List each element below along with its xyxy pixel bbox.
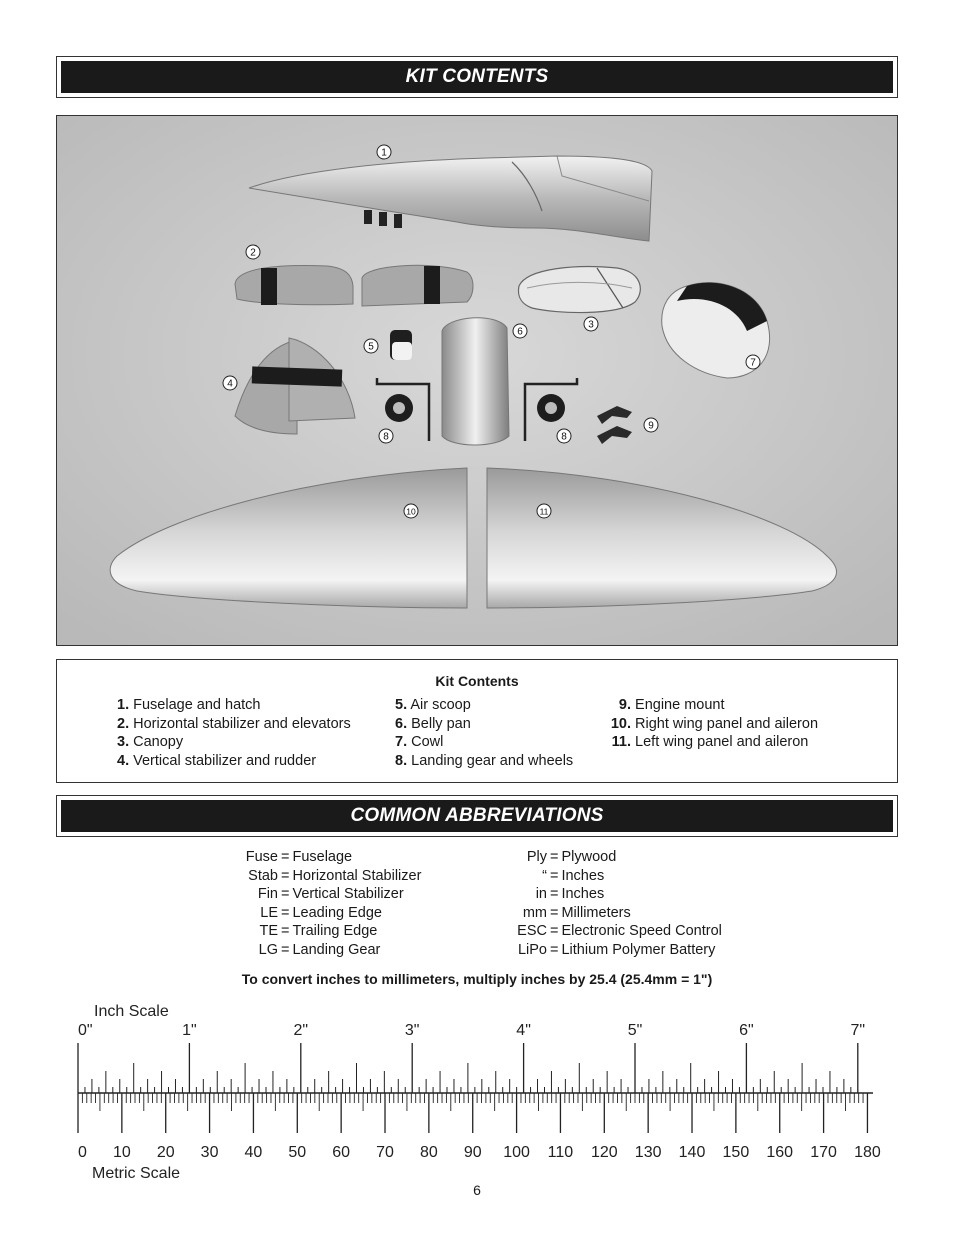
svg-text:4: 4 <box>227 378 233 390</box>
inch-label: 6" <box>739 1022 754 1039</box>
callout-10 <box>404 504 418 518</box>
callout-2 <box>246 245 260 259</box>
metric-label: 40 <box>244 1144 263 1161</box>
list-item: 8. Landing gear and wheels <box>395 752 574 769</box>
list-item: Fin = Vertical Stabilizer <box>257 886 404 903</box>
page-number: 6 <box>473 1182 481 1198</box>
abbreviations-right <box>505 848 722 960</box>
kit-list-column-3 <box>609 696 818 752</box>
inch-label: 5" <box>627 1022 643 1039</box>
metric-label: 110 <box>547 1144 574 1161</box>
metric-label: 20 <box>156 1144 175 1161</box>
svg-text:10: 10 <box>406 506 416 517</box>
list-item: “ = Inches <box>542 867 605 884</box>
abbreviations-left <box>236 848 421 960</box>
list-item: 1. Fuselage and hatch <box>117 697 261 713</box>
inch-label: 0" <box>78 1022 93 1039</box>
callout-8-right <box>557 429 571 443</box>
metric-label: 180 <box>854 1144 881 1161</box>
conversion-note: To convert inches to millimeters, multiply inches by 25.4 (25.4mm = 1") <box>241 971 713 987</box>
list-item: 4. Vertical stabilizer and rudder <box>117 752 317 769</box>
list-item: 7. Cowl <box>395 734 444 750</box>
callout-3 <box>584 317 598 331</box>
list-item: 3. Canopy <box>117 734 184 750</box>
svg-text:6: 6 <box>517 326 523 338</box>
inch-label: 3" <box>404 1022 420 1039</box>
svg-text:1: 1 <box>381 147 387 159</box>
metric-labels <box>78 1144 881 1161</box>
inch-label: 1" <box>182 1022 197 1039</box>
ruler-ticks <box>78 1043 867 1133</box>
metric-label: 60 <box>332 1144 351 1161</box>
metric-label: 140 <box>678 1144 706 1161</box>
metric-label: 80 <box>419 1144 438 1161</box>
kit-illustration <box>57 116 897 645</box>
list-item: Stab = Horizontal Stabilizer <box>248 867 422 884</box>
svg-text:11: 11 <box>539 506 549 517</box>
metric-label: 30 <box>200 1144 219 1161</box>
metric-label: 150 <box>722 1144 750 1161</box>
svg-text:3: 3 <box>588 319 594 331</box>
list-item: LE = Leading Edge <box>260 904 382 921</box>
list-item: 6. Belly pan <box>395 715 471 732</box>
kit-contents-header <box>56 56 898 98</box>
kit-list-column-2 <box>395 696 573 770</box>
svg-text:5: 5 <box>368 341 374 353</box>
list-item: 10. Right wing panel and aileron <box>610 715 819 732</box>
canopy-part <box>519 267 641 313</box>
metric-label: 120 <box>590 1144 618 1161</box>
callout-7 <box>746 355 760 369</box>
list-item: 11. Left wing panel and aileron <box>611 734 809 750</box>
metric-label: 170 <box>810 1144 837 1161</box>
list-item: 5. Air scoop <box>395 697 471 713</box>
kit-contents-title: KIT CONTENTS <box>61 61 893 93</box>
inch-label: 4" <box>516 1022 531 1039</box>
metric-label: 70 <box>376 1144 394 1161</box>
list-item: 2. Horizontal stabilizer and elevators <box>117 715 351 732</box>
list-item: TE = Trailing Edge <box>259 923 378 940</box>
kit-contents-list <box>56 659 898 783</box>
svg-text:2: 2 <box>250 247 256 259</box>
metric-label: 160 <box>766 1144 794 1161</box>
metric-label: 10 <box>112 1144 131 1161</box>
list-item: Fuse = Fuselage <box>245 849 353 865</box>
callout-1 <box>377 145 391 159</box>
abbreviations-title: COMMON ABBREVIATIONS <box>61 800 893 832</box>
inch-labels <box>78 1022 865 1039</box>
kit-list-column-1 <box>117 696 351 770</box>
inch-label: 7" <box>850 1022 866 1039</box>
list-item: ESC = Electronic Speed Control <box>517 923 722 940</box>
kit-photo <box>56 115 898 646</box>
list-item: 9. Engine mount <box>618 697 725 713</box>
list-item: LiPo = Lithium Polymer Battery <box>517 941 716 958</box>
callout-9 <box>644 418 658 432</box>
abbreviations-header <box>56 795 898 837</box>
air-scoop-part <box>390 330 412 360</box>
belly-pan-part <box>442 318 509 445</box>
callout-11 <box>537 504 551 518</box>
callout-6 <box>513 324 527 338</box>
svg-text:7: 7 <box>750 357 756 369</box>
callout-5 <box>364 339 378 353</box>
metric-label: 90 <box>463 1144 482 1161</box>
callout-4 <box>223 376 237 390</box>
svg-text:8: 8 <box>561 431 567 443</box>
callout-8-left <box>379 429 393 443</box>
kit-list-title: Kit Contents <box>435 673 519 689</box>
metric-label: 50 <box>288 1144 307 1161</box>
list-item: mm = Millimeters <box>522 904 631 921</box>
svg-text:8: 8 <box>383 431 389 443</box>
inch-label: 2" <box>293 1022 309 1039</box>
list-item: Ply = Plywood <box>526 849 617 865</box>
measurement-scale <box>60 998 900 1180</box>
inch-scale-title: Inch Scale <box>94 1003 169 1020</box>
metric-label: 130 <box>634 1144 662 1161</box>
metric-label: 100 <box>503 1144 530 1161</box>
metric-scale-title: Metric Scale <box>92 1165 181 1180</box>
svg-text:9: 9 <box>648 420 654 432</box>
list-item: LG = Landing Gear <box>258 941 381 958</box>
list-item: in = Inches <box>535 886 605 903</box>
metric-label: 0 <box>78 1144 87 1161</box>
